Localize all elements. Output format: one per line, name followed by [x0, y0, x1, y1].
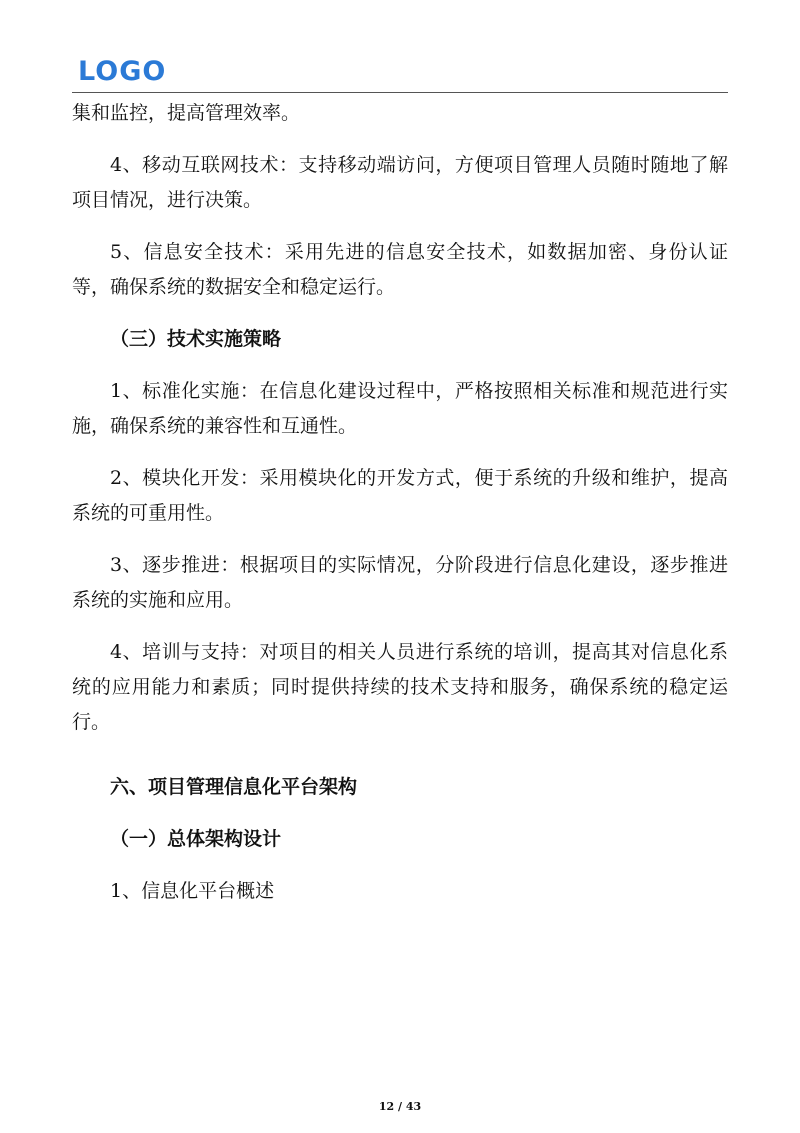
chapter-heading-platform-architecture: 六、项目管理信息化平台架构	[110, 776, 358, 798]
paragraph-modular-development: 2、模块化开发：采用模块化的开发方式，便于系统的升级和维护，提高系统的可重用性。	[72, 467, 728, 524]
page-number: 12 / 43	[378, 1100, 422, 1113]
paragraph-standardization: 1、标准化实施：在信息化建设过程中，严格按照相关标准和规范进行实施，确保系统的兼容性和互通性。	[72, 380, 728, 437]
paragraph-gradual-rollout: 3、逐步推进：根据项目的实际情况，分阶段进行信息化建设，逐步推进系统的实施和应用。	[72, 554, 728, 611]
paragraph-training-support: 4、培训与支持：对项目的相关人员进行系统的培训，提高其对信息化系统的应用能力和素质；同时提供持续的技术支持和服务，确保系统的稳定运行。	[72, 641, 728, 733]
paragraph-continuation: 集和监控，提高管理效率。	[72, 102, 301, 124]
section-heading-implementation-strategy: （三）技术实施策略	[110, 328, 282, 350]
paragraph-mobile-internet: 4、移动互联网技术：支持移动端访问，方便项目管理人员随时随地了解项目情况，进行决策。	[72, 154, 728, 211]
paragraph-platform-overview: 1、信息化平台概述	[110, 880, 275, 902]
logo: LOGO	[78, 56, 167, 87]
paragraph-info-security: 5、信息安全技术：采用先进的信息安全技术，如数据加密、身份认证等，确保系统的数据安全和稳定运行。	[72, 241, 728, 298]
document-body	[72, 96, 728, 909]
section-heading-overall-architecture: （一）总体架构设计	[110, 828, 282, 850]
page-header	[72, 52, 728, 93]
